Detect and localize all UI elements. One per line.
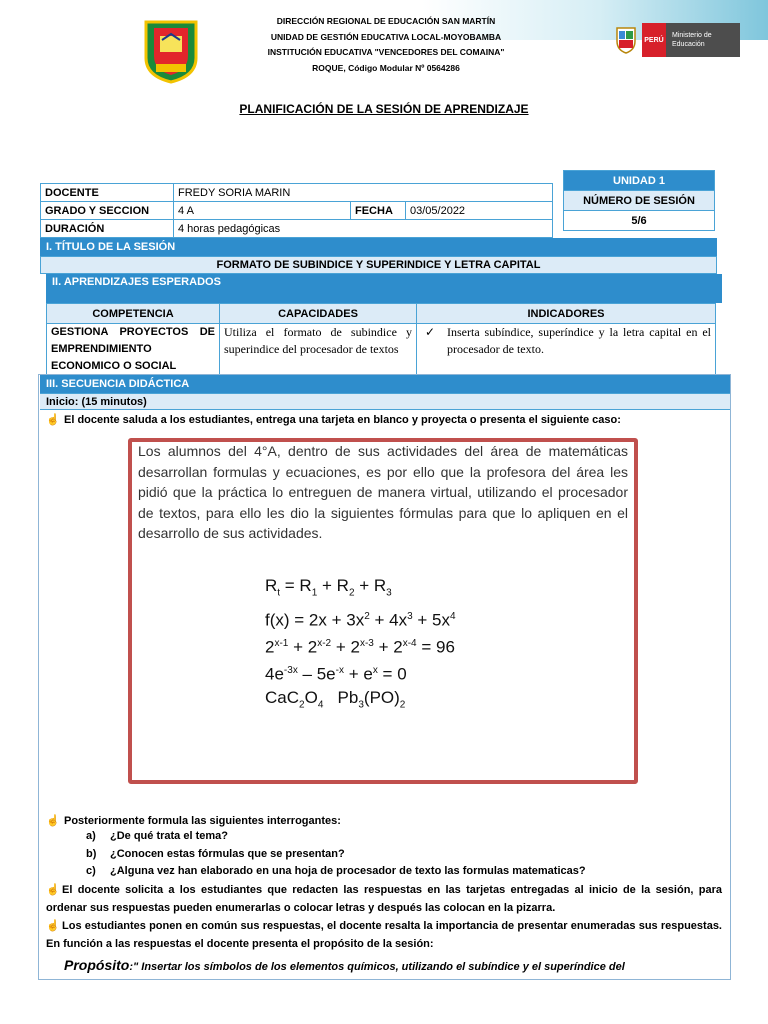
question-b: b) ¿Conocen estas fórmulas que se presentan? <box>86 848 345 860</box>
formula-2: $f(x) = 2x + 3x^2 + 4x^3 + 5x^4$ <box>265 610 456 630</box>
section3-heading: III. SECUENCIA DIDÁCTICA <box>40 375 730 393</box>
institution-header <box>236 14 536 76</box>
hand-bullet-icon: ☝ <box>46 920 60 932</box>
purpose-text: :" Insertar los símbolos de los elementos químicos, utilizando el subíndice y el superíndice del <box>129 961 625 973</box>
check-icon: ✓ <box>425 325 436 339</box>
paragraph-1 <box>46 881 722 917</box>
paragraph-2-text: Los estudiantes ponen en común sus respuestas, el docente resalta la importancia de presentar enumeradas sus respuestas. En función a las respuestas el docente presenta el propósito de la sesión: <box>46 920 722 950</box>
hand-bullet-icon: ☝ <box>46 884 60 896</box>
header-line-2: UNIDAD DE GESTIÓN EDUCATIVA LOCAL-MOYOBAMBA <box>270 31 502 42</box>
question-intro-line <box>46 812 726 830</box>
unit-label: UNIDAD 1 <box>564 171 715 191</box>
purpose-label: Propósito <box>64 957 130 973</box>
section1-heading: I. TÍTULO DE LA SESIÓN <box>40 238 717 256</box>
intro-text: El docente saluda a los estudiantes, entrega una tarjeta en blanco y proyecta o presenta el siguiente caso: <box>64 414 621 426</box>
ministry-logo <box>614 22 744 58</box>
purpose-line <box>64 956 722 976</box>
hand-bullet-icon: ☝ <box>46 815 60 827</box>
inicio-label: Inicio: (15 minutos) <box>40 393 730 410</box>
grado-label: GRADO Y SECCION <box>41 202 174 220</box>
ministry-label: Ministerio de Educación <box>666 23 740 57</box>
paragraph-2 <box>46 917 722 953</box>
formula-5: $CaC_2O_4$ $Pb_3(PO)_2$ <box>265 688 406 711</box>
question-c: c) ¿Alguna vez han elaborado en una hoja de procesador de texto las formulas matematicas? <box>86 865 586 877</box>
school-crest-icon <box>142 18 200 84</box>
header-line-3: INSTITUCIÓN EDUCATIVA "VENCEDORES DEL COMAINA" <box>267 47 505 57</box>
session-title: FORMATO DE SUBINDICE Y SUPERINDICE Y LETRA CAPITAL <box>40 256 717 274</box>
col-indicadores: INDICADORES <box>417 304 716 324</box>
unit-box <box>563 170 715 231</box>
session-meta-table <box>40 183 553 238</box>
grado-value: 4 A <box>174 202 351 220</box>
docente-value: FREDY SORIA MARIN <box>174 184 553 202</box>
intro-line <box>46 411 726 429</box>
section2-heading: II. APRENDIZAJES ESPERADOS <box>46 274 722 303</box>
question-intro: Posteriormente formula las siguientes interrogantes: <box>64 815 341 827</box>
formula-3: $2^{x-1} + 2^{x-2} + 2^{x-3} + 2^{x-4} = 96$ <box>265 637 455 657</box>
fecha-label: FECHA <box>351 202 406 220</box>
capacidades-cell: Utiliza el formato de subindice y superindice del procesador de textos <box>220 324 417 376</box>
page-title: PLANIFICACIÓN DE LA SESIÓN DE APRENDIZAJE <box>239 102 529 116</box>
formula-block <box>265 574 456 717</box>
competencia-cell: GESTIONA PROYECTOS DE EMPRENDIMIENTO ECONOMICO O SOCIAL <box>47 324 220 376</box>
indicadores-text: Inserta subíndice, superíndice y la letra capital en el procesador de texto. <box>447 325 711 356</box>
peru-shield-icon <box>614 25 638 55</box>
docente-label: DOCENTE <box>41 184 174 202</box>
hand-bullet-icon: ☝ <box>46 414 60 426</box>
question-a: a) ¿De qué trata el tema? <box>86 830 228 842</box>
learning-table <box>46 303 716 376</box>
duracion-value: 4 horas pedagógicas <box>174 220 553 238</box>
formula-4: $4e^{-3x} - 5e^{-x} + e^x = 0$ <box>265 664 407 684</box>
header-line-1: DIRECCIÓN REGIONAL DE EDUCACIÓN SAN MARTÍN <box>276 16 496 26</box>
peru-label: PERÚ <box>642 23 666 57</box>
fecha-value: 03/05/2022 <box>406 202 553 220</box>
indicadores-cell <box>417 324 716 376</box>
formula-1: $R_t = R_1 + R_2 + R_3$ <box>265 576 392 599</box>
session-number-value: 5/6 <box>564 211 715 231</box>
header-line-4: ROQUE, Código Modular Nº 0564286 <box>312 62 460 73</box>
case-text: Los alumnos del 4°A, dentro de sus actividades del área de matemáticas desarrollan formulas y ecuaciones, es por ello que la profesora del área les pidió que la práctica lo entreguen de manera virtual, utilizando el procesador de textos, para ello les dio la siguientes fórmulas para que lo apliquen en el desarrollo de sus actividades. <box>138 443 628 541</box>
session-number-label: NÚMERO DE SESIÓN <box>564 191 715 211</box>
col-competencia: COMPETENCIA <box>47 304 220 324</box>
col-capacidades: CAPACIDADES <box>220 304 417 324</box>
paragraph-1-text: El docente solicita a los estudiantes que redacten las respuestas en las tarjetas entregadas al inicio de la sesión, para ordenar sus respuestas pueden enumerarlas o colocar letras y después las colocan en la pizarra. <box>46 884 722 914</box>
duracion-label: DURACIÓN <box>41 220 174 238</box>
